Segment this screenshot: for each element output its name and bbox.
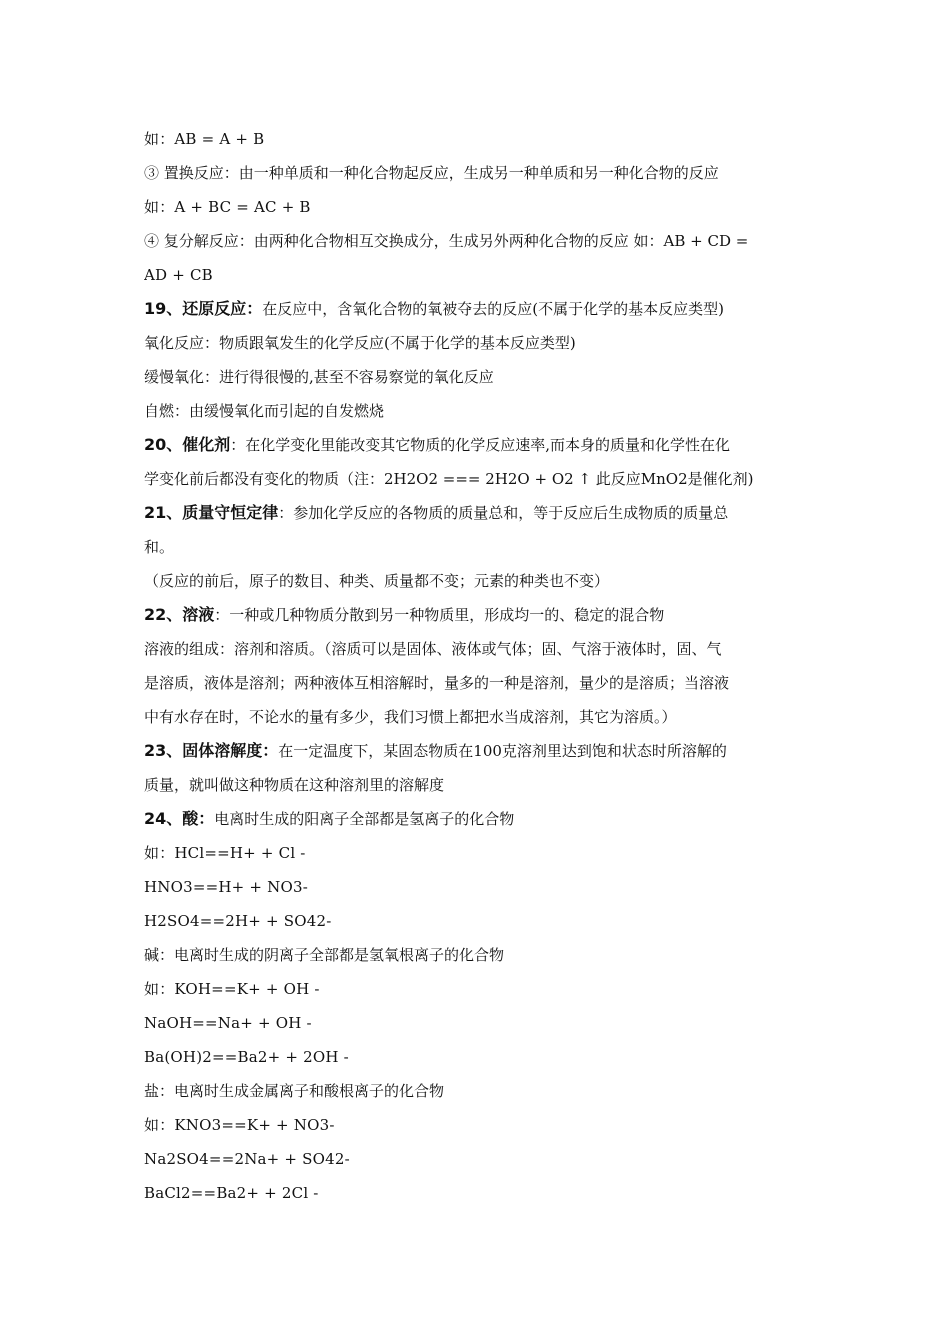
section-20-heading: 20、催化剂	[144, 435, 231, 454]
section-19-heading: 19、还原反应：	[144, 299, 263, 318]
section-19	[144, 292, 810, 326]
section-19-text: 在反应中，含氧化合物的氧被夺去的反应(不属于化学的基本反应类型)	[262, 300, 724, 318]
section-23-heading: 23、固体溶解度：	[144, 741, 279, 760]
section-22	[144, 598, 810, 632]
solution-composition-line-2: 是溶质，液体是溶剂；两种液体互相溶解时，量多的一种是溶剂，量少的是溶质；当溶液	[144, 674, 730, 692]
oxidation-reaction-definition: 氧化反应：物质跟氧发生的化学反应(不属于化学的基本反应类型)	[144, 334, 576, 352]
section-23	[144, 734, 810, 768]
section-21-heading: 21、质量守恒定律	[144, 503, 279, 522]
salt-example-3: BaCl2==Ba2+ + 2Cl -	[144, 1184, 319, 1202]
section-20-text: ：在化学变化里能改变其它物质的化学反应速率,而本身的质量和化学性在化	[230, 436, 731, 454]
acid-example-3: H2SO4==2H+ + SO42-	[144, 912, 332, 930]
section-23-continued: 质量，就叫做这种物质在这种溶剂里的溶解度	[144, 776, 445, 794]
section-24-heading: 24、酸：	[144, 809, 215, 828]
section-24	[144, 802, 810, 836]
base-example-1: 如：KOH==K+ + OH -	[144, 980, 320, 998]
section-22-text: ：一种或几种物质分散到另一种物质里，形成均一的、稳定的混合物	[214, 606, 665, 624]
section-23-text: 在一定温度下，某固态物质在100克溶剂里达到饱和状态时所溶解的	[278, 742, 727, 760]
example-displacement: 如：A + BC = AC + B	[144, 198, 311, 216]
section-20	[144, 428, 810, 462]
section-21-continued: 和。	[144, 538, 175, 556]
base-example-2: NaOH==Na+ + OH -	[144, 1014, 312, 1032]
double-decomposition-continued: AD + CB	[144, 266, 213, 284]
displacement-reaction-definition: ③ 置换反应：由一种单质和一种化合物起反应，生成另一种单质和另一种化合物的反应	[144, 164, 719, 182]
salt-example-2: Na2SO4==2Na+ + SO42-	[144, 1150, 350, 1168]
base-definition: 碱：电离时生成的阴离子全部都是氢氧根离子的化合物	[144, 946, 505, 964]
section-21-note: （反应的前后，原子的数目、种类、质量都不变；元素的种类也不变）	[144, 572, 610, 590]
document-body	[144, 122, 810, 1210]
section-22-heading: 22、溶液	[144, 605, 215, 624]
solution-composition-line-1: 溶液的组成：溶剂和溶质。（溶质可以是固体、液体或气体；固、气溶于液体时，固、气	[144, 640, 722, 658]
acid-example-2: HNO3==H+ + NO3-	[144, 878, 308, 896]
section-21-text: ：参加化学反应的各物质的质量总和，等于反应后生成物质的质量总	[278, 504, 729, 522]
spontaneous-combustion-definition: 自燃：由缓慢氧化而引起的自发燃烧	[144, 402, 385, 420]
solution-composition-line-3: 中有水存在时，不论水的量有多少，我们习惯上都把水当成溶剂，其它为溶质。）	[144, 708, 677, 726]
slow-oxidation-definition: 缓慢氧化：进行得很慢的,甚至不容易察觉的氧化反应	[144, 368, 494, 386]
salt-definition: 盐：电离时生成金属离子和酸根离子的化合物	[144, 1082, 445, 1100]
section-21	[144, 496, 810, 530]
example-decomposition: 如：AB = A + B	[144, 130, 265, 148]
double-decomposition-definition: ④ 复分解反应：由两种化合物相互交换成分，生成另外两种化合物的反应 如：AB + CD =	[144, 232, 749, 250]
section-20-continued: 学变化前后都没有变化的物质（注：2H2O2 === 2H2O + O2 ↑ 此反应MnO2是催化剂)	[144, 470, 754, 488]
acid-example-1: 如：HCl==H+ + Cl -	[144, 844, 306, 862]
base-example-3: Ba(OH)2==Ba2+ + 2OH -	[144, 1048, 349, 1066]
section-24-text: 电离时生成的阳离子全部都是氢离子的化合物	[214, 810, 515, 828]
salt-example-1: 如：KNO3==K+ + NO3-	[144, 1116, 335, 1134]
